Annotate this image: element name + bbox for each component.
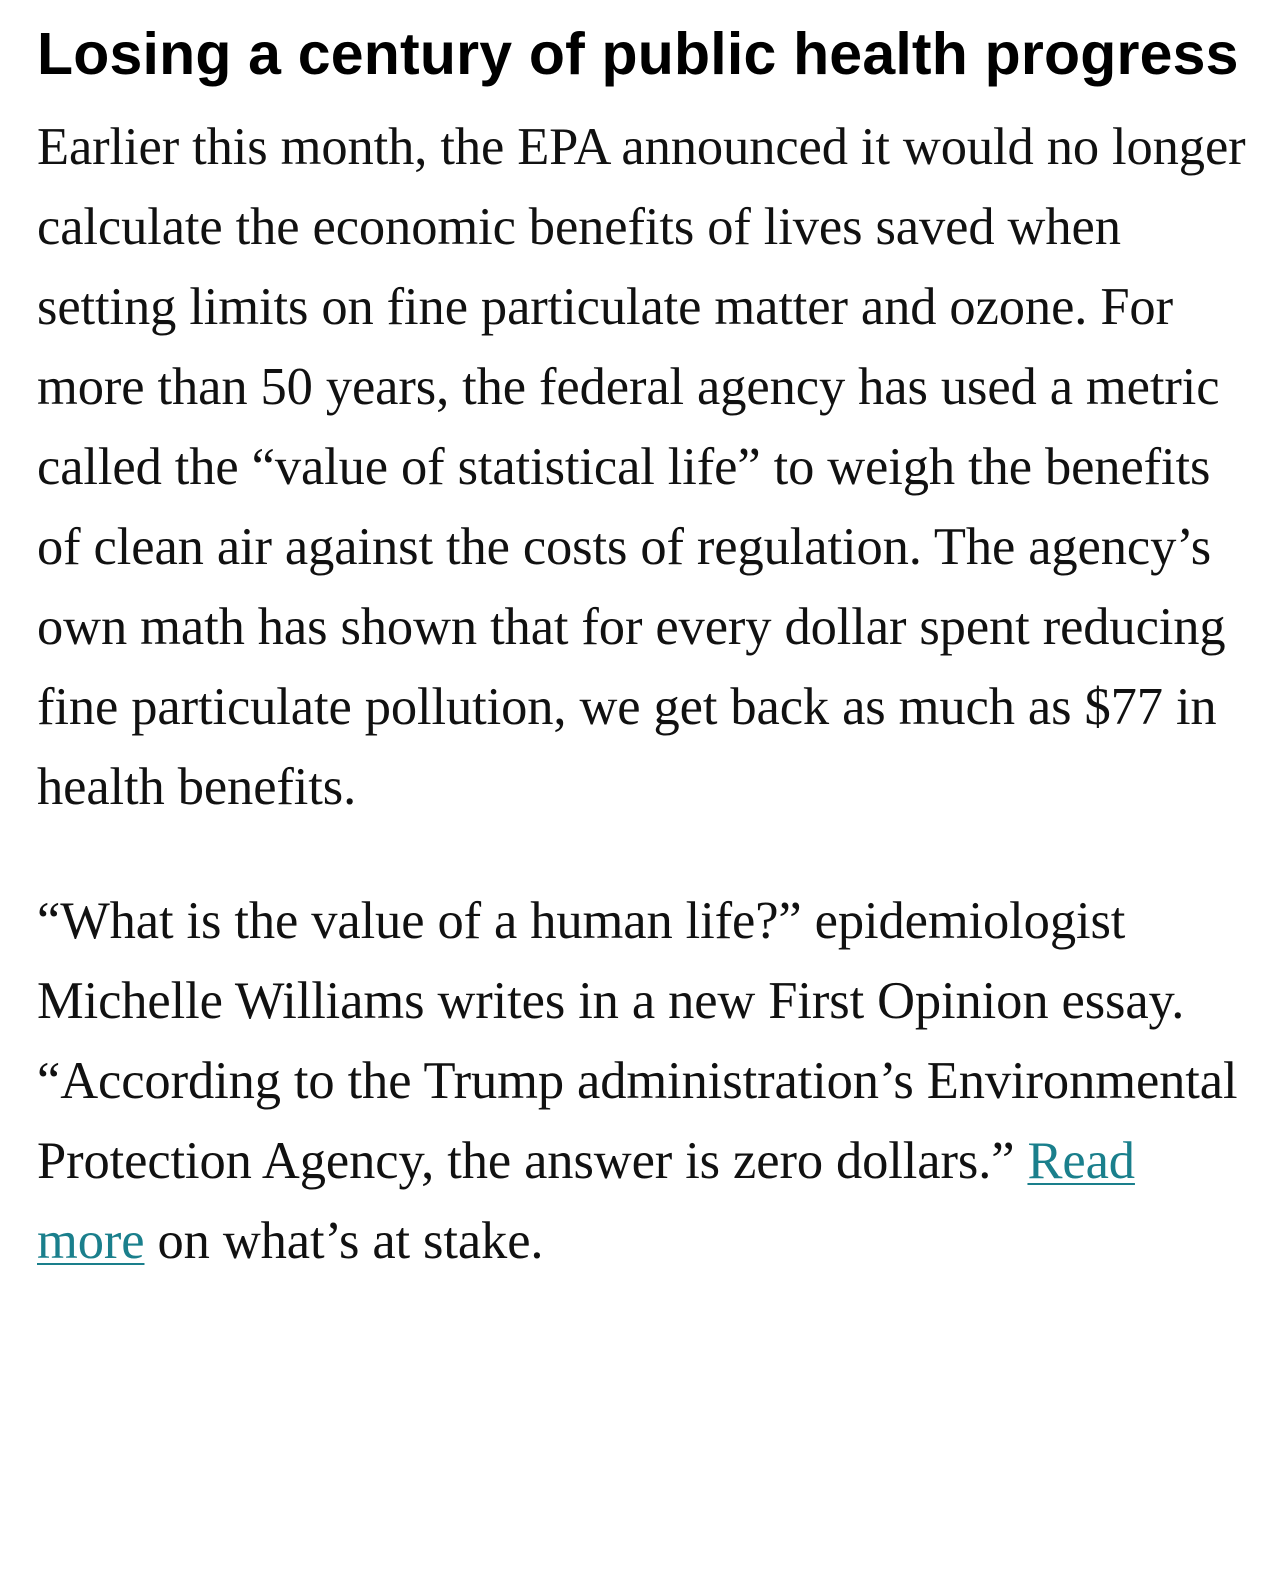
read-more-link[interactable]: Read more xyxy=(37,1132,1135,1270)
paragraph-2-text-before-link: “What is the value of a human life?” epidemiologist Michelle Williams writes in a new First Opinion essay. “According to the Trump administration’s Environmental Protection Agency, the answer is zero dollars.” xyxy=(37,892,1238,1190)
article-paragraph-1: Earlier this month, the EPA announced it would no longer calculate the economic benefits of lives saved when setting limits on fine particulate matter and ozone. For more than 50 years, the federal agency has used a metric called the “value of statistical life” to weigh the benefits of clean air against the costs of regulation. The agency’s own math has shown that for every dollar spent reducing fine particulate pollution, we get back as much as $77 in health benefits. xyxy=(37,118,1246,816)
article xyxy=(37,14,1252,1281)
article-headline: Losing a century of public health progress xyxy=(37,21,1239,87)
paragraph-2-text-after-link: on what’s at stake. xyxy=(144,1212,544,1270)
article-paragraph-2 xyxy=(37,881,1252,1281)
